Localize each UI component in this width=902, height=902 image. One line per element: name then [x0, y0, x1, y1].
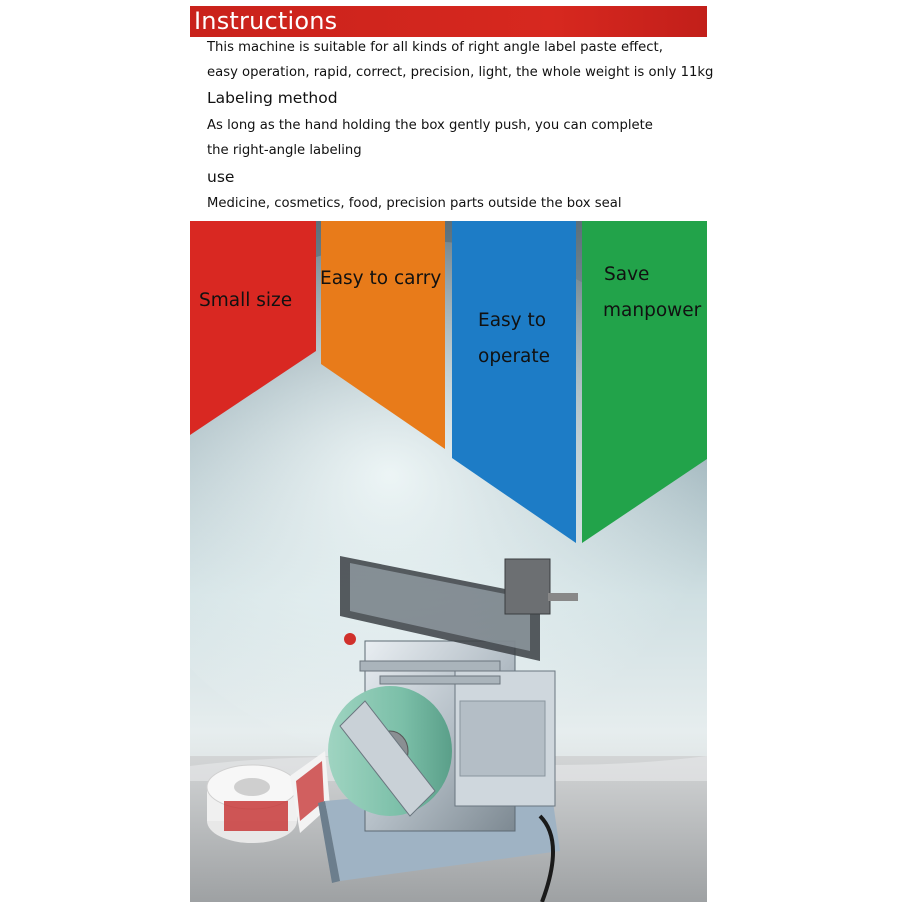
description-line-1: This machine is suitable for all kinds of right angle label paste effect, — [207, 40, 663, 55]
use-heading: use — [207, 168, 235, 186]
description-line-2: easy operation, rapid, correct, precision, light, the whole weight is only 11kg — [207, 65, 714, 80]
banner-label-easy-to-operate-2: operate — [478, 346, 551, 367]
header-bar — [190, 6, 707, 37]
banner-label-easy-to-carry: Easy to carry — [320, 268, 442, 289]
labeling-method-heading: Labeling method — [207, 89, 338, 107]
labeling-method-line-1: As long as the hand holding the box gently push, you can complete — [207, 118, 653, 133]
use-line: Medicine, cosmetics, food, precision parts outside the box seal — [207, 196, 622, 211]
labeling-machine-illustration — [318, 556, 578, 902]
banner-label-save-manpower-1: Save — [604, 264, 650, 285]
banner-label-save-manpower-2: manpower — [603, 300, 702, 321]
labeling-method-line-2: the right-angle labeling — [207, 143, 362, 158]
page-title: Instructions — [194, 7, 338, 35]
banner-label-easy-to-operate-1: Easy to — [478, 310, 547, 331]
product-feature-panel — [190, 221, 707, 902]
banner-label-small-size: Small size — [199, 290, 293, 311]
